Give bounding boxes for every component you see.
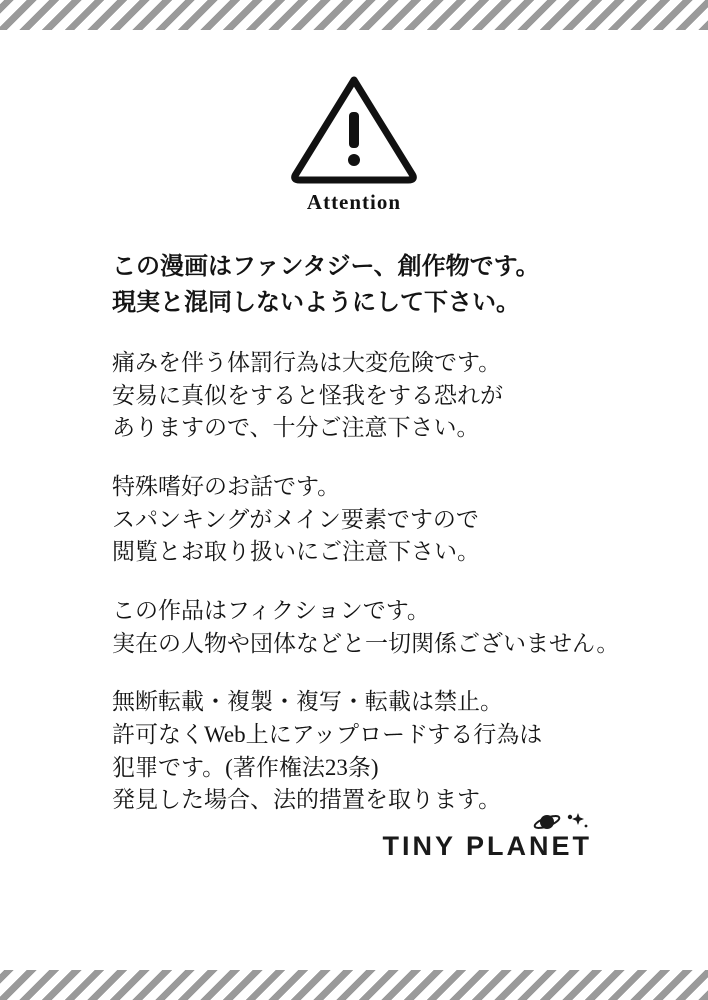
publisher-logo [382,831,592,862]
notice-line: 許可なくWeb上にアップロードする行為は [112,721,543,747]
attention-label: Attention [306,190,402,214]
notice-line: 実在の人物や団体などと一切関係ございません。 [112,630,620,656]
notice-line: 現実と混同しないようにして下さい。 [112,290,520,316]
warning-triangle-icon [288,72,420,184]
notice-line: 安易に真似をすると怪我をする恐れが [112,382,503,408]
notice-line: 痛みを伴う体罰行為は大変危険です。 [112,350,502,375]
notice-line: 犯罪です。(著作権法23条) [112,754,379,780]
notice-line: 無断転載・複製・複写・転載は禁止。 [112,689,503,715]
hatch-band-top [0,0,708,30]
page-content [0,30,708,970]
notice-line: スパンキングがメイン要素ですので [112,506,479,532]
notice-paragraph [112,471,668,569]
notice-line: この作品はフィクションです。 [112,597,430,623]
logo-text: TINY PLANET [382,831,592,861]
notice-line: 発見した場合、法的措置を取ります。 [112,787,502,813]
notice-paragraph [112,347,668,445]
notice-line: 特殊嗜好のお話です。 [112,473,341,499]
notice-paragraph [112,595,668,660]
notice-line: ありますので、十分ご注意下さい。 [112,415,480,441]
notice-paragraph [112,686,668,817]
notice-body [0,249,708,817]
hatch-band-bottom [0,970,708,1000]
attention-header [224,30,484,215]
notice-paragraph [112,249,668,321]
notice-line: 閲覧とお取り扱いにご注意下さい。 [112,539,480,565]
planet-sparkle-icon [500,809,590,833]
notice-line: この漫画はファンタジー、創作物です。 [112,254,540,280]
